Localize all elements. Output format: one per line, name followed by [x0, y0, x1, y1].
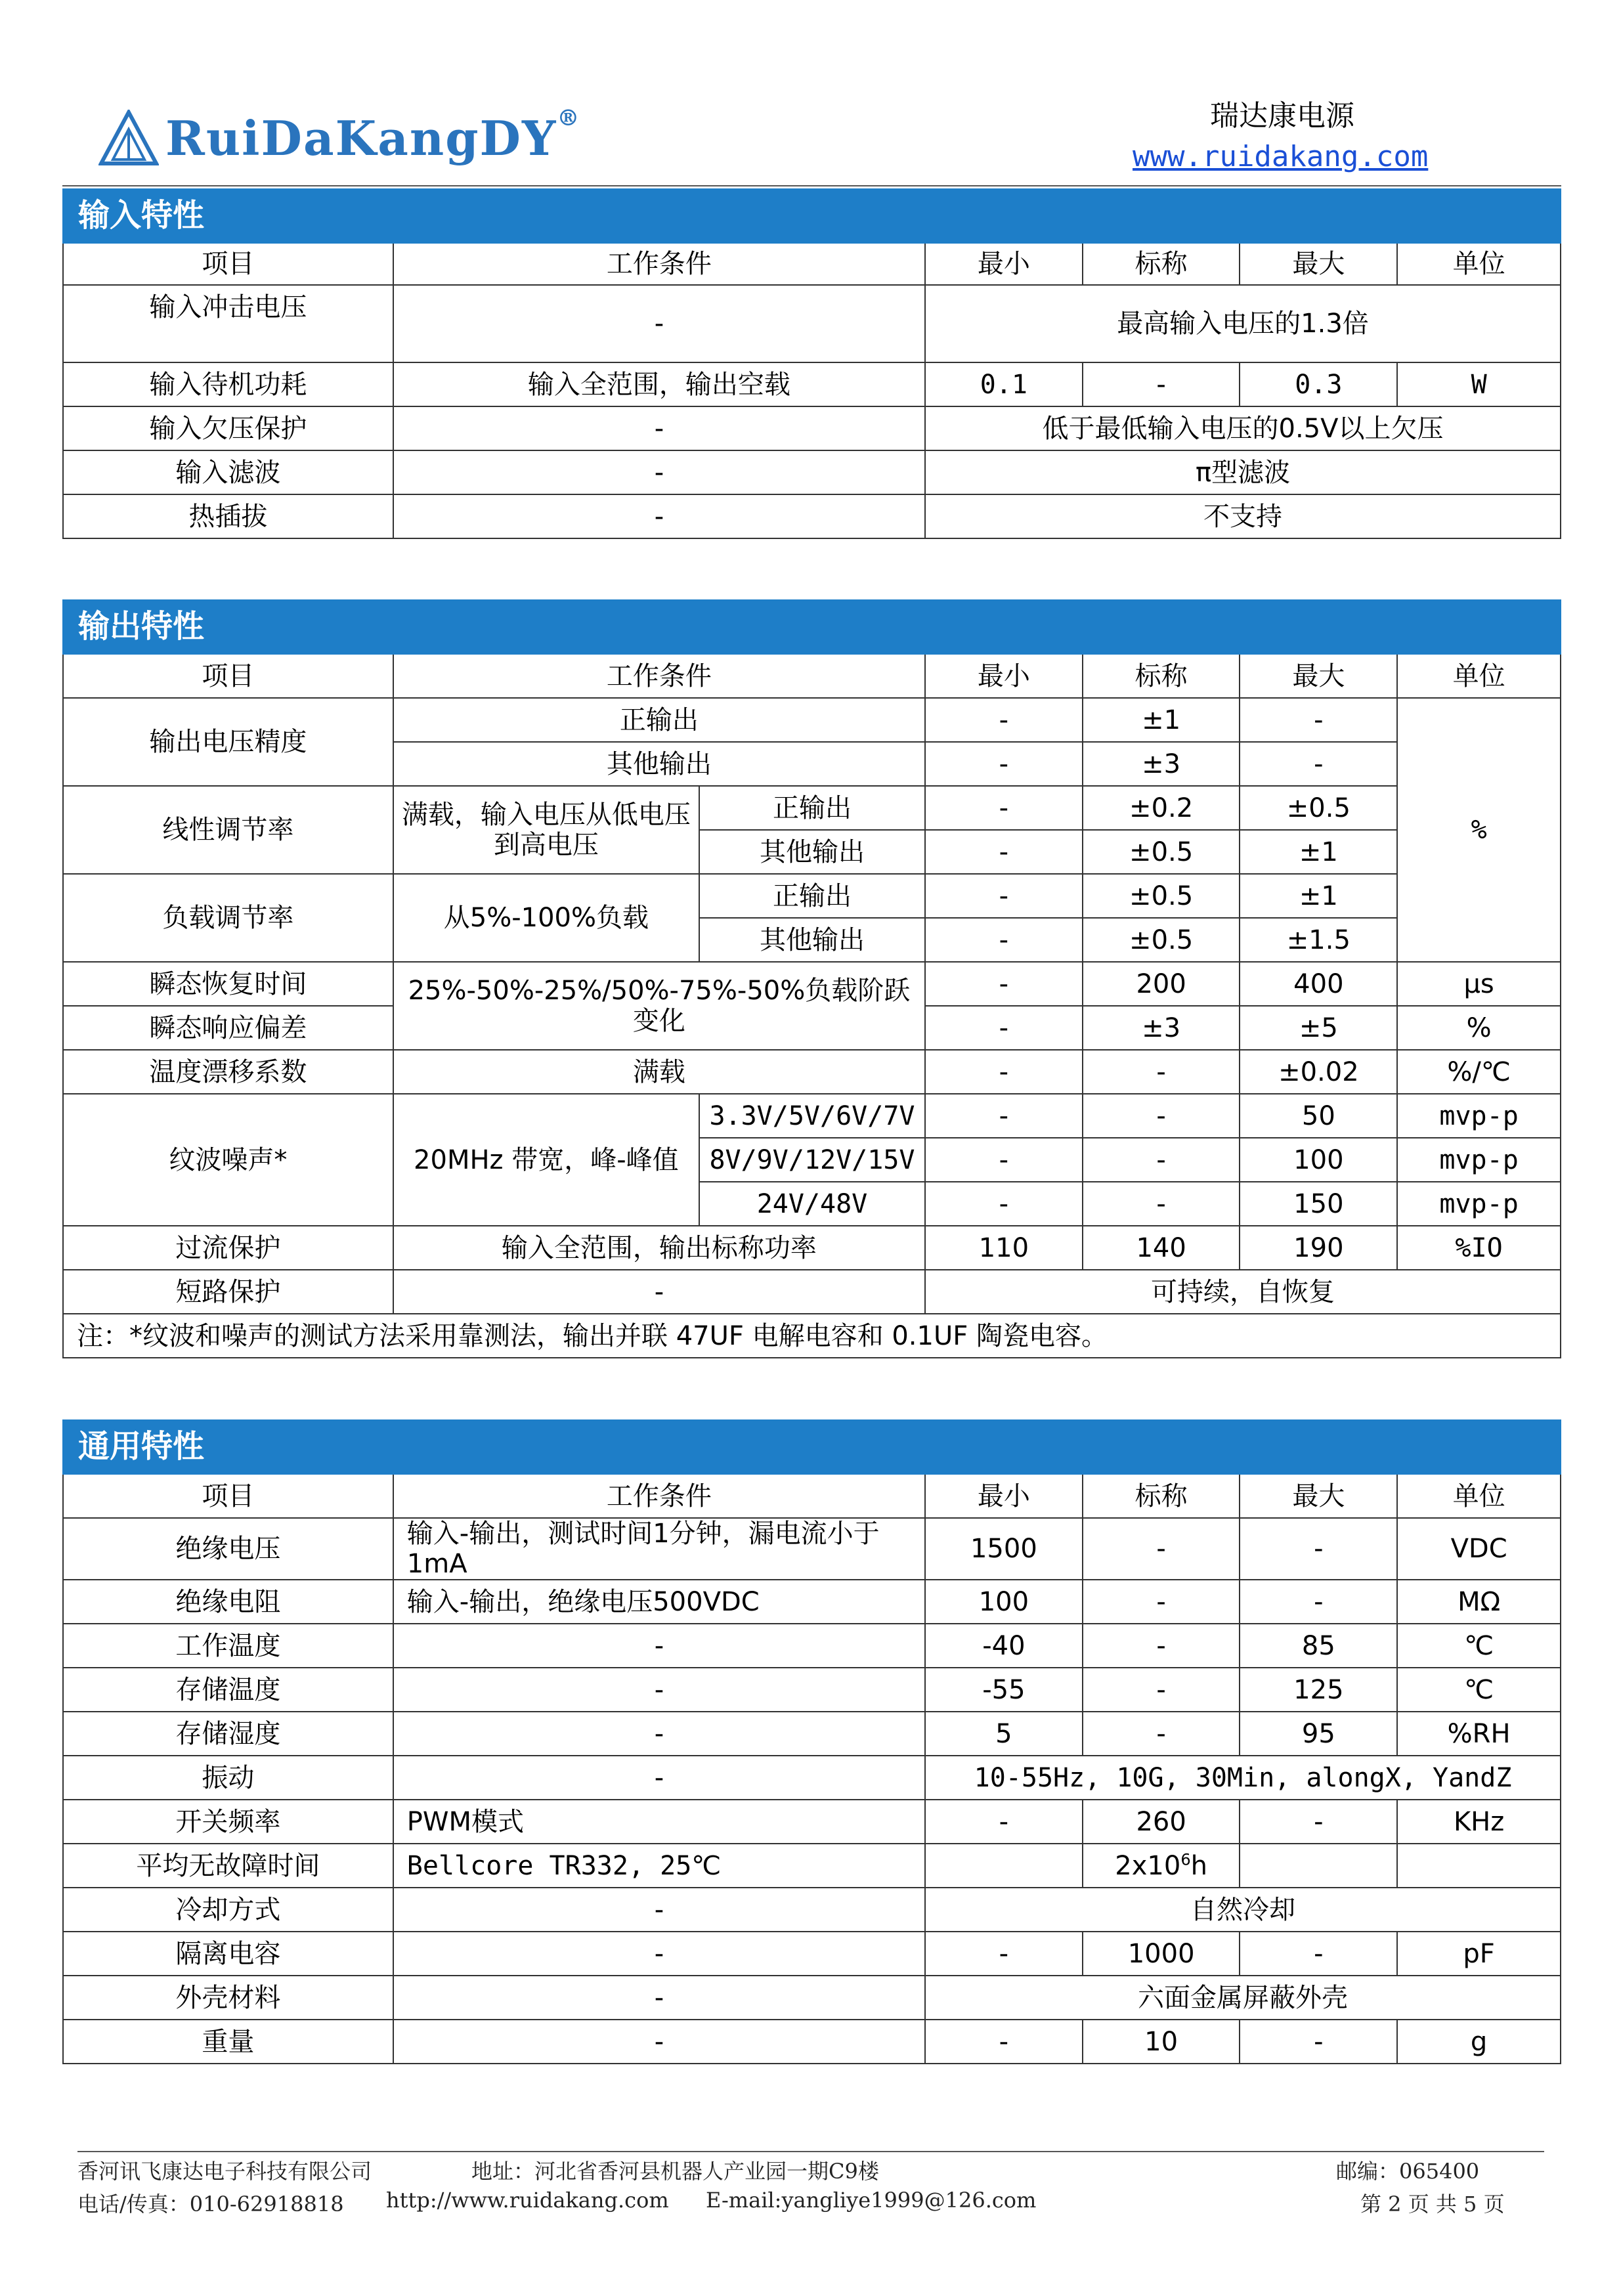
footer-postcode: 邮编：065400 [1336, 2159, 1480, 2184]
footer-phone: 电话/传真：010-62918818 [77, 2192, 344, 2217]
table-row: 热插拔 - 不支持 [63, 494, 1561, 538]
header-max: 最大 [1240, 243, 1397, 285]
table-row: 输入待机功耗 输入全范围，输出空载 0.1 - 0.3 W [63, 362, 1561, 406]
table-row: 输入冲击电压 - 最高输入电压的1.3倍 [63, 285, 1561, 362]
table-row: 瞬态恢复时间 25%-50%-25%/50%-75%-50%负载阶跃变化 - 200 400 μs [63, 962, 1561, 1006]
table-header-row [63, 243, 1561, 285]
section-title: 通用特性 [63, 1420, 1561, 1474]
footer-email-link[interactable]: E-mail:yangliye1999@126.com [706, 2188, 1037, 2213]
table-row: 过流保护 输入全范围，输出标称功率 110 140 190 %IO [63, 1226, 1561, 1270]
table-note-row: 注：*纹波和噪声的测试方法采用靠测法，输出并联 47UF 电解电容和 0.1UF 陶瓷电容。 [63, 1314, 1561, 1358]
table-row: 其他输出 - ±3 - [63, 742, 1561, 786]
table-row: 8V/9V/12V/15V - - 100 mvp-p [63, 1138, 1561, 1182]
table-row: 重量 - - 10 - g [63, 2020, 1561, 2064]
header-min: 最小 [925, 243, 1083, 285]
table-row: 外壳材料 - 六面金属屏蔽外壳 [63, 1976, 1561, 2020]
table-row: 短路保护 - 可持续，自恢复 [63, 1270, 1561, 1314]
header-condition: 工作条件 [393, 243, 925, 285]
website-link[interactable]: www.ruidakang.com [1133, 140, 1429, 173]
section-title: 输入特性 [63, 189, 1561, 243]
table-row: 负载调节率 从5%-100%负载 正输出 - ±0.5 ±1 [63, 874, 1561, 918]
logo-text: RuiDaKangDY® [165, 104, 581, 166]
table-header-row: 项目 工作条件 最小 标称 最大 单位 [63, 654, 1561, 698]
section-title: 输出特性 [63, 600, 1561, 654]
company-logo [98, 98, 580, 177]
table-row: 温度漂移系数 满载 - - ±0.02 %/℃ [63, 1050, 1561, 1094]
company-name: 瑞达康电源 [1210, 99, 1354, 133]
table-row: 输入滤波 - π型滤波 [63, 450, 1561, 494]
table-row: 存储湿度 - 5 - 95 %RH [63, 1712, 1561, 1756]
table-row: 存储温度 - -55 - 125 ℃ [63, 1668, 1561, 1712]
footer-address: 地址：河北省香河县机器人产业园一期C9楼 [471, 2159, 879, 2184]
header-divider [62, 185, 1561, 186]
table-row: 平均无故障时间 Bellcore TR332, 25℃ $2x10^6h$ [63, 1844, 1561, 1888]
table-row: 绝缘电压 输入-输出，测试时间1分钟，漏电流小于1mA 1500 - - VDC [63, 1518, 1561, 1580]
table-row: 其他输出 - ±0.5 ±1.5 [63, 918, 1561, 962]
table-row: 绝缘电阻 输入-输出，绝缘电压500VDC 100 - - MΩ [63, 1580, 1561, 1624]
table-header-row: 项目 工作条件 最小 标称 最大 单位 [63, 1474, 1561, 1518]
footer-divider [77, 2151, 1544, 2152]
header-unit: 单位 [1397, 243, 1561, 285]
table-row: 隔离电容 - - 1000 - pF [63, 1932, 1561, 1976]
table-row: 开关频率 PWM模式 - 260 - KHz [63, 1800, 1561, 1844]
footer-website-link[interactable]: http://www.ruidakang.com [386, 2188, 669, 2213]
table-row: 其他输出 - ±0.5 ±1 [63, 830, 1561, 874]
input-spec-table [62, 188, 1561, 539]
footer-company: 香河讯飞康达电子科技有限公司 [77, 2159, 372, 2184]
general-spec-table [62, 1419, 1561, 2064]
table-row: 线性调节率 满载，输入电压从低电压到高电压 正输出 - ±0.2 ±0.5 [63, 786, 1561, 830]
logo-mark-icon [98, 110, 159, 166]
table-row: 输出电压精度 正输出 - ±1 - % [63, 698, 1561, 742]
table-row: 纹波噪声* 20MHz 带宽，峰-峰值 3.3V/5V/6V/7V - - 50 mvp-p [63, 1094, 1561, 1138]
table-row: 振动 - 10-55Hz, 10G, 30Min, alongX, YandZ [63, 1756, 1561, 1800]
table-row: 瞬态响应偏差 - ±3 ±5 % [63, 1006, 1561, 1050]
table-row: 冷却方式 - 自然冷却 [63, 1888, 1561, 1932]
header-nom: 标称 [1083, 243, 1240, 285]
footer-page-number: 第 2 页 共 5 页 [1360, 2192, 1505, 2217]
table-row: 工作温度 - -40 - 85 ℃ [63, 1624, 1561, 1668]
output-spec-table [62, 599, 1561, 1358]
header-item: 项目 [63, 243, 393, 285]
table-row: 输入欠压保护 - 低于最低输入电压的0.5V以上欠压 [63, 406, 1561, 450]
table-row: 24V/48V - - 150 mvp-p [63, 1182, 1561, 1226]
